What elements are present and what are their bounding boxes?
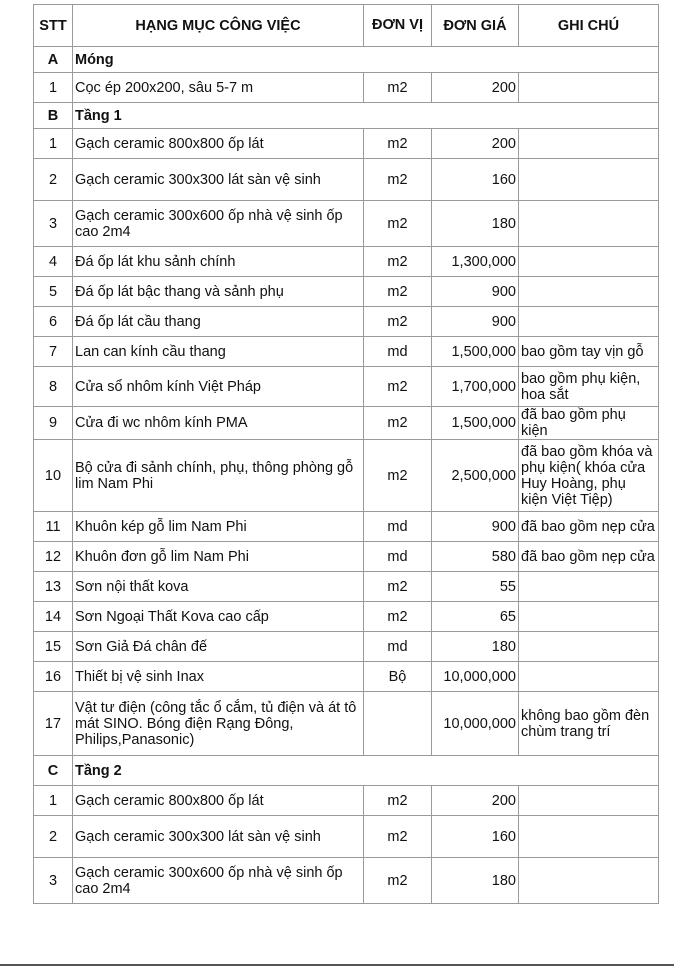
cell-note [519, 73, 659, 103]
table-row [34, 367, 659, 407]
cell-stt: 11 [34, 512, 73, 542]
section-code: A [34, 47, 73, 73]
table-body [34, 47, 659, 904]
table-row [34, 129, 659, 159]
table-row [34, 542, 659, 572]
cell-stt: 5 [34, 277, 73, 307]
cell-unit: Bộ [364, 662, 432, 692]
cell-price: 900 [432, 277, 519, 307]
cell-note [519, 816, 659, 858]
cell-note: đã bao gồm nẹp cửa [519, 512, 659, 542]
cell-unit: m2 [364, 602, 432, 632]
cell-price: 160 [432, 159, 519, 201]
table-row [34, 816, 659, 858]
cell-note: đã bao gồm phụ kiện [519, 407, 659, 440]
cell-price: 180 [432, 201, 519, 247]
header-note: GHI CHÚ [519, 5, 659, 47]
cell-note [519, 277, 659, 307]
cell-unit: m2 [364, 307, 432, 337]
cell-unit: md [364, 512, 432, 542]
cell-price: 55 [432, 572, 519, 602]
cell-price: 180 [432, 858, 519, 904]
cell-stt: 3 [34, 858, 73, 904]
table-row [34, 786, 659, 816]
cell-unit: m2 [364, 277, 432, 307]
cell-note: đã bao gồm khóa và phụ kiện( khóa cửa Huy Hoàng, phụ kiện Việt Tiệp) [519, 440, 659, 512]
cell-unit: m2 [364, 159, 432, 201]
cell-stt: 1 [34, 73, 73, 103]
cell-note [519, 201, 659, 247]
cell-price: 160 [432, 816, 519, 858]
cell-stt: 10 [34, 440, 73, 512]
cell-item: Vật tư điện (công tắc ổ cắm, tủ điện và át tô mát SINO. Bóng điện Rạng Đông, Philips,Panasonic) [73, 692, 364, 756]
cell-note [519, 572, 659, 602]
section-code: B [34, 103, 73, 129]
cell-note: không bao gồm đèn chùm trang trí [519, 692, 659, 756]
cell-price: 10,000,000 [432, 662, 519, 692]
cell-item: Gạch ceramic 300x300 lát sàn vệ sinh [73, 159, 364, 201]
cell-unit: m2 [364, 201, 432, 247]
cell-unit [364, 692, 432, 756]
table-row [34, 159, 659, 201]
cell-item: Đá ốp lát bậc thang và sảnh phụ [73, 277, 364, 307]
cell-item: Sơn Ngoại Thất Kova cao cấp [73, 602, 364, 632]
cell-price: 65 [432, 602, 519, 632]
cell-unit: md [364, 337, 432, 367]
cell-item: Gạch ceramic 300x300 lát sàn vệ sinh [73, 816, 364, 858]
table-row [34, 632, 659, 662]
cell-item: Gạch ceramic 300x600 ốp nhà vệ sinh ốp cao 2m4 [73, 858, 364, 904]
cell-price: 1,700,000 [432, 367, 519, 407]
section-row [34, 47, 659, 73]
table-row [34, 407, 659, 440]
page-bottom-edge [0, 964, 674, 966]
table-row [34, 247, 659, 277]
cell-price: 580 [432, 542, 519, 572]
cell-note [519, 129, 659, 159]
cell-stt: 7 [34, 337, 73, 367]
cell-stt: 15 [34, 632, 73, 662]
table-row [34, 307, 659, 337]
cell-item: Cửa đi wc nhôm kính PMA [73, 407, 364, 440]
table-row [34, 277, 659, 307]
table-row [34, 662, 659, 692]
table-row [34, 858, 659, 904]
cell-item: Bộ cửa đi sảnh chính, phụ, thông phòng gỗ lim Nam Phi [73, 440, 364, 512]
section-title: Móng [73, 47, 659, 73]
cell-note [519, 247, 659, 277]
header-stt: STT [34, 5, 73, 47]
cell-stt: 1 [34, 786, 73, 816]
table-row [34, 337, 659, 367]
cell-price: 200 [432, 129, 519, 159]
cell-item: Cửa sổ nhôm kính Việt Pháp [73, 367, 364, 407]
cell-note: đã bao gồm nẹp cửa [519, 542, 659, 572]
cell-note: bao gồm tay vịn gỗ [519, 337, 659, 367]
cell-item: Đá ốp lát khu sảnh chính [73, 247, 364, 277]
table-row [34, 440, 659, 512]
cell-stt: 14 [34, 602, 73, 632]
cell-item: Gạch ceramic 800x800 ốp lát [73, 786, 364, 816]
table-row [34, 512, 659, 542]
cell-unit: m2 [364, 367, 432, 407]
cell-stt: 17 [34, 692, 73, 756]
cell-item: Thiết bị vệ sinh Inax [73, 662, 364, 692]
cell-note [519, 662, 659, 692]
price-table [33, 4, 659, 904]
cell-note [519, 602, 659, 632]
cell-item: Sơn Giả Đá chân đế [73, 632, 364, 662]
cell-item: Khuôn kép gỗ lim Nam Phi [73, 512, 364, 542]
cell-unit: m2 [364, 73, 432, 103]
cell-stt: 8 [34, 367, 73, 407]
cell-unit: md [364, 632, 432, 662]
cell-price: 200 [432, 73, 519, 103]
header-item: HẠNG MỤC CÔNG VIỆC [73, 5, 364, 47]
cell-stt: 9 [34, 407, 73, 440]
cell-stt: 12 [34, 542, 73, 572]
cell-note [519, 159, 659, 201]
table-row [34, 692, 659, 756]
cell-price: 10,000,000 [432, 692, 519, 756]
cell-stt: 13 [34, 572, 73, 602]
cell-note [519, 858, 659, 904]
cell-note [519, 307, 659, 337]
cell-price: 1,500,000 [432, 407, 519, 440]
cell-stt: 4 [34, 247, 73, 277]
cell-unit: m2 [364, 786, 432, 816]
table-row [34, 572, 659, 602]
section-row [34, 103, 659, 129]
cell-unit: m2 [364, 407, 432, 440]
cell-item: Khuôn đơn gỗ lim Nam Phi [73, 542, 364, 572]
cell-stt: 1 [34, 129, 73, 159]
cell-stt: 16 [34, 662, 73, 692]
cell-note: bao gồm phụ kiện, hoa sắt [519, 367, 659, 407]
cell-stt: 2 [34, 816, 73, 858]
cell-stt: 2 [34, 159, 73, 201]
cell-unit: m2 [364, 247, 432, 277]
cell-unit: m2 [364, 440, 432, 512]
cell-unit: m2 [364, 858, 432, 904]
header-price: ĐƠN GIÁ [432, 5, 519, 47]
section-code: C [34, 756, 73, 786]
section-row [34, 756, 659, 786]
cell-unit: md [364, 542, 432, 572]
cell-unit: m2 [364, 129, 432, 159]
header-unit: ĐƠN VỊ [364, 5, 432, 47]
cell-item: Gạch ceramic 800x800 ốp lát [73, 129, 364, 159]
cell-stt: 6 [34, 307, 73, 337]
section-title: Tầng 1 [73, 103, 659, 129]
table-row [34, 73, 659, 103]
cell-item: Lan can kính cầu thang [73, 337, 364, 367]
cell-price: 2,500,000 [432, 440, 519, 512]
cell-unit: m2 [364, 572, 432, 602]
table-row [34, 201, 659, 247]
cell-item: Đá ốp lát cầu thang [73, 307, 364, 337]
table-row [34, 602, 659, 632]
cell-price: 1,300,000 [432, 247, 519, 277]
header-row [34, 5, 659, 47]
cell-price: 900 [432, 307, 519, 337]
cell-note [519, 786, 659, 816]
cell-price: 900 [432, 512, 519, 542]
cell-price: 200 [432, 786, 519, 816]
cell-note [519, 632, 659, 662]
cell-item: Sơn nội thất kova [73, 572, 364, 602]
section-title: Tầng 2 [73, 756, 659, 786]
cell-unit: m2 [364, 816, 432, 858]
cell-stt: 3 [34, 201, 73, 247]
cell-item: Gạch ceramic 300x600 ốp nhà vệ sinh ốp cao 2m4 [73, 201, 364, 247]
cell-price: 1,500,000 [432, 337, 519, 367]
cell-price: 180 [432, 632, 519, 662]
cell-item: Cọc ép 200x200, sâu 5-7 m [73, 73, 364, 103]
